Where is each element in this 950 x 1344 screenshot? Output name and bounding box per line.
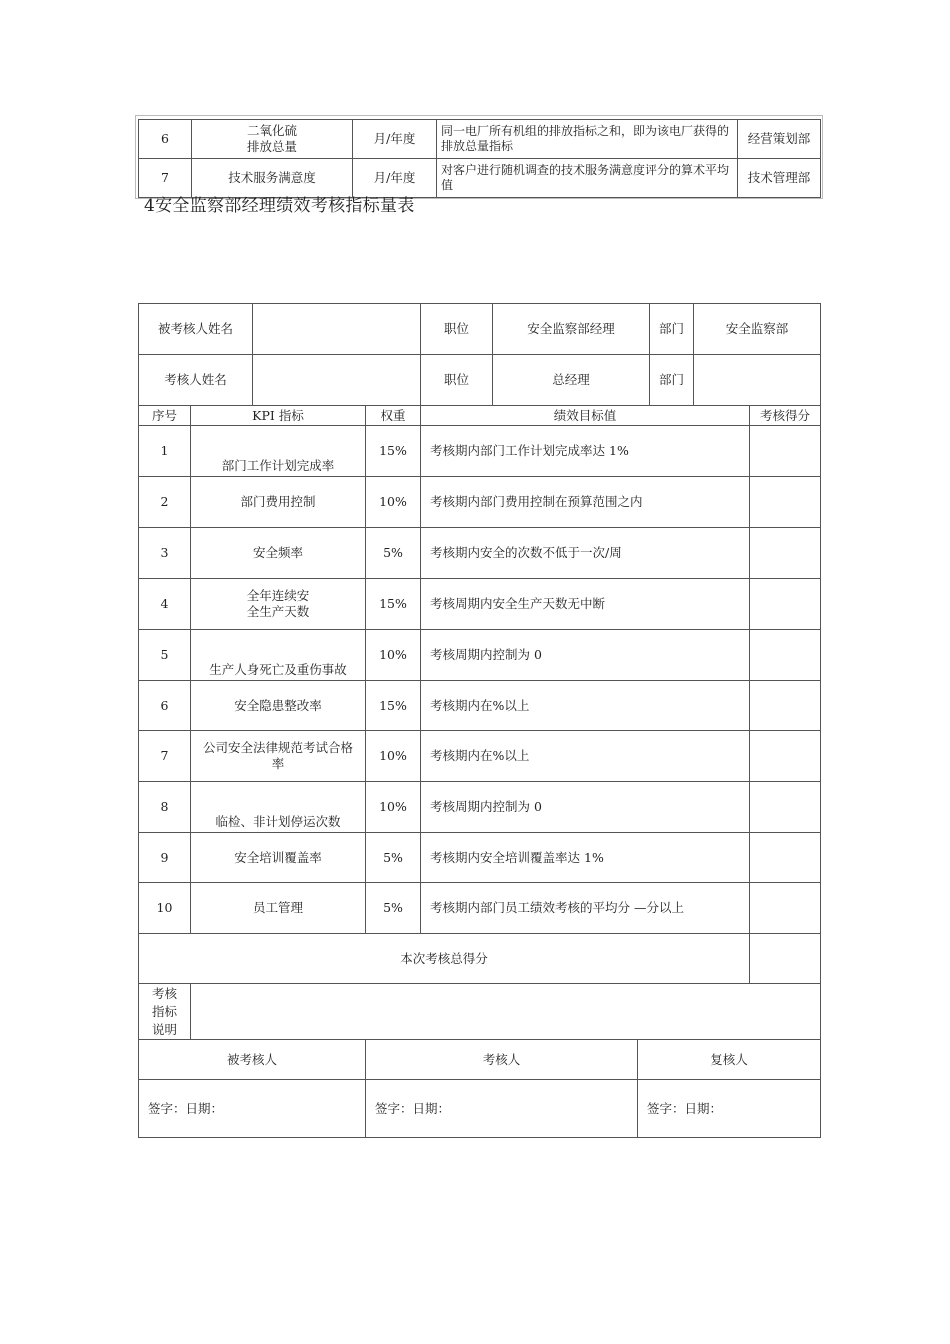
table-row xyxy=(139,159,821,198)
table-row xyxy=(139,579,821,630)
signature-header-row xyxy=(139,1040,821,1080)
indicator-name: 二氧化硫 排放总量 xyxy=(192,120,353,159)
kpi-target: 考核周期内控制为 0 xyxy=(421,782,750,833)
indicator-description: 同一电厂所有机组的排放指标之和，即为该电厂获得的排放总量指标 xyxy=(437,120,738,159)
kpi-target: 考核期内在%以上 xyxy=(421,681,750,731)
kpi-score-cell[interactable] xyxy=(750,528,821,579)
col-header-target: 绩效目标值 xyxy=(421,406,750,426)
assessor-info-row xyxy=(139,355,821,406)
indicator-note-row xyxy=(139,984,821,1040)
kpi-weight: 15% xyxy=(366,579,421,630)
kpi-weight: 10% xyxy=(366,477,421,528)
kpi-target: 考核期内部门工作计划完成率达 1% xyxy=(421,426,750,477)
kpi-name: 安全频率 xyxy=(191,528,366,579)
kpi-weight: 15% xyxy=(366,426,421,477)
col-header-score: 考核得分 xyxy=(750,406,821,426)
total-score-row xyxy=(139,934,821,984)
assessor-dept-label: 部门 xyxy=(650,355,694,406)
kpi-target: 考核期内安全培训覆盖率达 1% xyxy=(421,833,750,883)
row-number: 7 xyxy=(139,159,192,198)
assessor-dept-value[interactable] xyxy=(694,355,821,406)
kpi-name: 公司安全法律规范考试合格 率 xyxy=(191,731,366,782)
row-number: 6 xyxy=(139,681,191,731)
kpi-target: 考核周期内安全生产天数无中断 xyxy=(421,579,750,630)
kpi-name: 生产人身死亡及重伤事故 xyxy=(191,630,366,681)
table-row xyxy=(139,120,821,159)
table-row xyxy=(139,782,821,833)
row-number: 10 xyxy=(139,883,191,934)
assessor-name-field[interactable] xyxy=(253,355,421,406)
responsible-dept: 经营策划部 xyxy=(738,120,821,159)
row-number: 2 xyxy=(139,477,191,528)
kpi-name: 全年连续安 全生产天数 xyxy=(191,579,366,630)
table-row xyxy=(139,426,821,477)
assessee-sign-date[interactable]: 签字：日期： xyxy=(139,1080,366,1138)
period: 月/年度 xyxy=(353,159,437,198)
assessor-name-label: 考核人姓名 xyxy=(139,355,253,406)
performance-assessment-table xyxy=(138,303,821,1138)
indicator-description: 对客户进行随机调查的技术服务满意度评分的算术平均值 xyxy=(437,159,738,198)
indicator-name: 技术服务满意度 xyxy=(192,159,353,198)
kpi-score-cell[interactable] xyxy=(750,630,821,681)
kpi-weight: 10% xyxy=(366,782,421,833)
section-title: 4安全监察部经理绩效考核指标量表 xyxy=(144,196,415,216)
kpi-weight: 5% xyxy=(366,833,421,883)
assessee-name-field[interactable] xyxy=(253,304,421,355)
table-row xyxy=(139,528,821,579)
row-number: 6 xyxy=(139,120,192,159)
kpi-weight: 15% xyxy=(366,681,421,731)
total-score-label: 本次考核总得分 xyxy=(139,934,750,984)
row-number: 9 xyxy=(139,833,191,883)
table-row xyxy=(139,630,821,681)
kpi-score-cell[interactable] xyxy=(750,731,821,782)
indicator-note-field[interactable] xyxy=(191,984,821,1040)
assessor-position-value: 总经理 xyxy=(493,355,650,406)
kpi-name: 临检、非计划停运次数 xyxy=(191,782,366,833)
kpi-score-cell[interactable] xyxy=(750,477,821,528)
reviewer-sign-date[interactable]: 签字：日期： xyxy=(638,1080,821,1138)
assessee-position-value: 安全监察部经理 xyxy=(493,304,650,355)
kpi-target: 考核期内在%以上 xyxy=(421,731,750,782)
col-header-kpi: KPI 指标 xyxy=(191,406,366,426)
kpi-weight: 10% xyxy=(366,630,421,681)
kpi-continuation-table xyxy=(138,119,821,198)
reviewer-signature-header: 复核人 xyxy=(638,1040,821,1080)
row-number: 4 xyxy=(139,579,191,630)
col-header-no: 序号 xyxy=(139,406,191,426)
kpi-target: 考核期内部门员工绩效考核的平均分 —分以上 xyxy=(421,883,750,934)
assessee-info-row xyxy=(139,304,821,355)
kpi-weight: 10% xyxy=(366,731,421,782)
row-number: 8 xyxy=(139,782,191,833)
kpi-target: 考核期内部门费用控制在预算范围之内 xyxy=(421,477,750,528)
kpi-weight: 5% xyxy=(366,528,421,579)
assessee-name-label: 被考核人姓名 xyxy=(139,304,253,355)
kpi-score-cell[interactable] xyxy=(750,579,821,630)
kpi-target: 考核期内安全的次数不低于一次/周 xyxy=(421,528,750,579)
table-row xyxy=(139,681,821,731)
kpi-score-cell[interactable] xyxy=(750,426,821,477)
table-row xyxy=(139,833,821,883)
kpi-name: 安全培训覆盖率 xyxy=(191,833,366,883)
total-score-cell[interactable] xyxy=(750,934,821,984)
column-header-row xyxy=(139,406,821,426)
indicator-note-label: 考核 指标 说明 xyxy=(139,984,191,1040)
kpi-target: 考核周期内控制为 0 xyxy=(421,630,750,681)
table-row xyxy=(139,883,821,934)
assessee-dept-label: 部门 xyxy=(650,304,694,355)
table-row xyxy=(139,477,821,528)
assessee-dept-value: 安全监察部 xyxy=(694,304,821,355)
kpi-weight: 5% xyxy=(366,883,421,934)
row-number: 3 xyxy=(139,528,191,579)
assessor-position-label: 职位 xyxy=(421,355,493,406)
row-number: 5 xyxy=(139,630,191,681)
kpi-name: 部门费用控制 xyxy=(191,477,366,528)
assessee-signature-header: 被考核人 xyxy=(139,1040,366,1080)
kpi-score-cell[interactable] xyxy=(750,833,821,883)
responsible-dept: 技术管理部 xyxy=(738,159,821,198)
kpi-name: 安全隐患整改率 xyxy=(191,681,366,731)
period: 月/年度 xyxy=(353,120,437,159)
kpi-score-cell[interactable] xyxy=(750,883,821,934)
kpi-name: 员工管理 xyxy=(191,883,366,934)
kpi-name: 部门工作计划完成率 xyxy=(191,426,366,477)
assessee-position-label: 职位 xyxy=(421,304,493,355)
row-number: 7 xyxy=(139,731,191,782)
kpi-score-cell[interactable] xyxy=(750,681,821,731)
assessor-sign-date[interactable]: 签字：日期： xyxy=(366,1080,638,1138)
kpi-score-cell[interactable] xyxy=(750,782,821,833)
row-number: 1 xyxy=(139,426,191,477)
assessor-signature-header: 考核人 xyxy=(366,1040,638,1080)
col-header-weight: 权重 xyxy=(366,406,421,426)
table-row xyxy=(139,731,821,782)
signature-row xyxy=(139,1080,821,1138)
